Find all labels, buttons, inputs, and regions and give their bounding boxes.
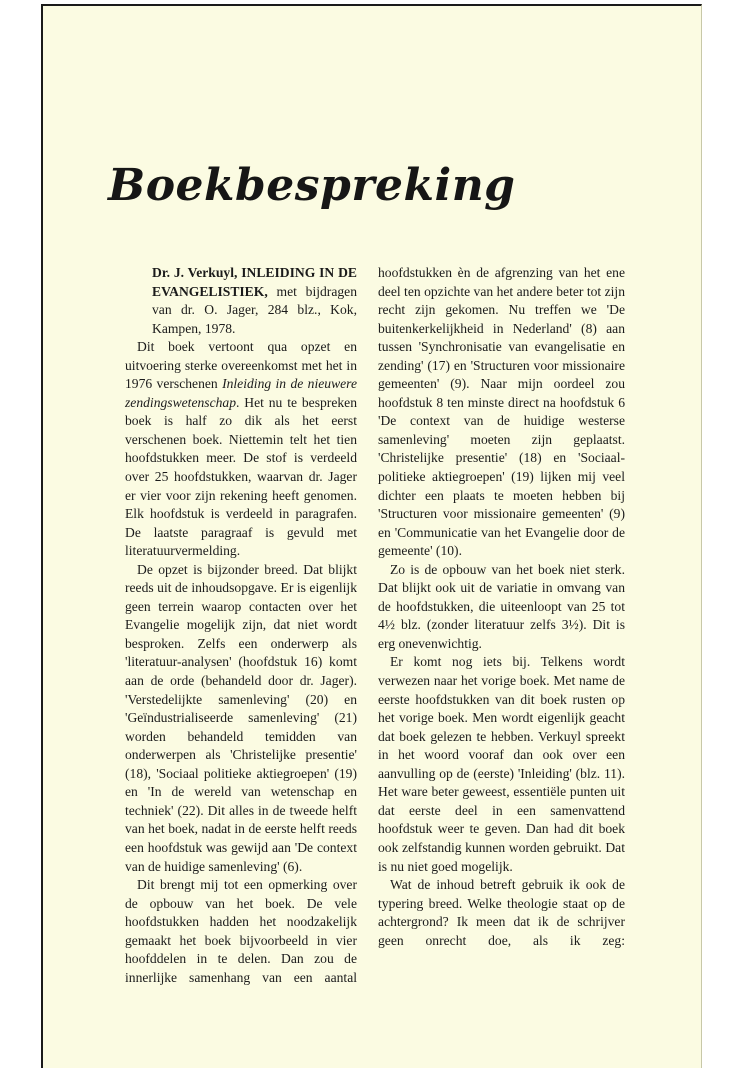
paragraph-1-title: Inleiding in de nieuwere zendingswetenschap [125,376,357,410]
paragraph-6: Wat de inhoud betreft gebruik ik ook de typering breed. Welke theologie staat op de achtergrond? Ik meen dat ik de schrijver geen onrecht doe, als ik zeg: [378,877,625,948]
citation-bold: Dr. J. Verkuyl, INLEIDING IN DE EVANGELISTIEK, [152,265,357,299]
paragraph-4: Zo is de opbouw van het boek niet sterk. Dat blijkt ook uit de variatie in omvang van de hoofdstukken, die uiteenloopt van 25 tot 4½ blz. (zonder literatuur zelfs 3½). Dit is erg onevenwichtig. [378,561,625,651]
paragraph-1-text-b: . Het nu te bespreken boek is half zo dik als het eerst verschenen boek. Niettemin telt het tien hoofdstukken meer. De stof is verdeeld over 25 hoofdstukken, waarvan dr. Jager er vier voor zijn rekening heeft genomen. Elk hoofdstuk is verdeeld in paragrafen. De laatste paragraaf is gevuld met literatuurvermelding. [125,394,357,559]
paragraph-3-continued: hoofdstukken èn de afgrenzing van het ene deel ten opzichte van het andere beter tot zijn recht zijn gekomen. Nu treffen we 'De buitenkerkelijkheid in Nederland' (8) aan tussen 'Synchronisatie van evangelisatie en zending' (17) en 'Structuren voor missionaire gemeenten' (9). Naar mijn oordeel zou hoofdstuk 8 ten minste direct na hoofdstuk 6 'De context van de huidige westerse samenleving' moeten zijn geplaatst. 'Christelijke presentie' (18) en 'Sociaal-politieke aktiegroepen' (19) lijken mij veel dichter een plaats te moeten hebben bij 'Structuren voor missionaire gemeenten' (9) en 'Communicatie van het Evangelie door de gemeente' (10). [378,265,625,559]
column-right [378,264,625,950]
column-left [125,264,357,987]
paragraph-1-text-a: Dit boek vertoont qua opzet en uitvoering sterke overeenkomst met het in 1976 verschenen [125,339,357,392]
citation-plain: met bijdragen van dr. O. Jager, 284 blz., Kok, Kampen, 1978. [152,283,357,336]
page-heading: Boekbespreking [108,160,516,211]
book-citation [125,264,357,338]
paragraph-1 [125,338,357,561]
paragraph-3: Dit brengt mij tot een opmerking over de opbouw van het boek. De vele hoofdstukken hadden het noodzakelijk gemaakt het boek bijvoorbeeld in vier hoofddelen in te delen. Dan zou de innerlijke samenhang van een aantal [125,877,357,985]
paragraph-2: De opzet is bijzonder breed. Dat blijkt reeds uit de inhoudsopgave. Er is eigenlijk geen terrein waarop contacten over het Evangelie mogelijk zijn, dat niet wordt besproken. Zelfs een onderwerp als 'literatuur-analysen' (hoofdstuk 16) komt aan de orde (behandeld door dr. Jager). 'Verstedelijkte samenleving' (20) en 'Geïndustrialiseerde samenleving' (21) worden behandeld temidden van onderwerpen als 'Christelijke presentie' (18), 'Sociaal politieke aktiegroepen' (19) en 'In de wereld van wetenschap en techniek' (22). Dit alles in de tweede helft van het boek, nadat in de eerste helft reeds een hoofdstuk was gewijd aan 'De context van de huidige samenleving' (6). [125,561,357,874]
paragraph-5: Er komt nog iets bij. Telkens wordt verwezen naar het vorige boek. Met name de eerste hoofdstukken van dit boek rusten op het vorige boek. Men wordt eigenlijk geacht dat boek gelezen te hebben. Verkuyl spreekt in het woord vooraf dan ook over een aanvulling op de (eerste) 'Inleiding' (blz. 11). Het ware beter geweest, essentiële punten uit dat eerste deel in een samenvattend hoofdstuk weer te geven. Dan had dit boek ook zelfstandig kunnen worden gebruikt. Dat is nu niet goed mogelijk. [378,654,625,874]
